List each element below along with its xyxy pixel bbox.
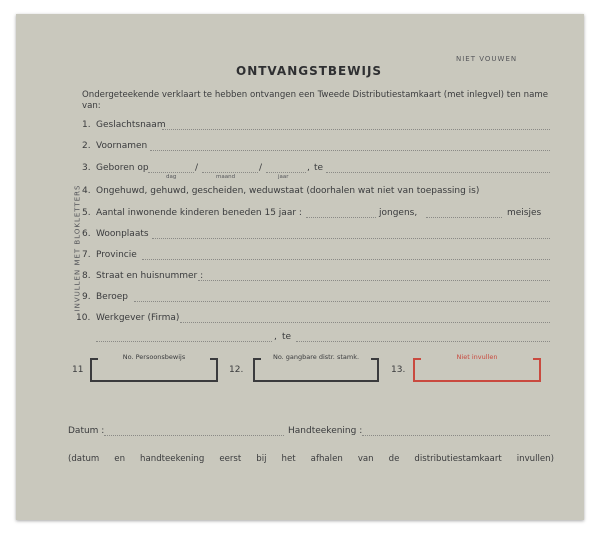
- line-handteekening[interactable]: [362, 435, 550, 436]
- line-extra-place[interactable]: [296, 341, 550, 342]
- line-birth-year[interactable]: [266, 172, 306, 173]
- field-num: 8.: [82, 271, 91, 281]
- line-provincie[interactable]: [142, 259, 550, 260]
- field-label-voornamen: Voornamen: [96, 141, 148, 151]
- box-label: Niet invullen: [456, 353, 498, 361]
- line-straat[interactable]: [198, 280, 550, 281]
- form-title: ONTVANGSTBEWIJS: [236, 64, 383, 78]
- handteekening-label: Handteekening :: [288, 426, 363, 436]
- field-label-geboren: Geboren op: [96, 163, 149, 173]
- birth-day-label: dag: [166, 174, 177, 180]
- field-label-straat: Straat en huisnummer :: [96, 271, 204, 281]
- line-girls[interactable]: [426, 217, 502, 218]
- footer-word: van: [357, 454, 374, 464]
- persoonsbewijs-box[interactable]: [90, 353, 218, 382]
- field-label-provincie: Provincie: [96, 250, 137, 260]
- box-label: No. gangbare distr. stamk.: [272, 353, 360, 361]
- corner-note: NIET VOUWEN: [456, 55, 518, 63]
- box-num: 12.: [229, 365, 244, 375]
- field-num: 7.: [82, 250, 91, 260]
- footer-word: distributiestamkaart: [414, 454, 502, 464]
- footer-word: afhalen: [310, 454, 343, 464]
- footer-note: [68, 454, 554, 464]
- field-label-kinderen: Aantal inwonende kinderen beneden 15 jaar :: [96, 208, 302, 218]
- field-num: 1.: [82, 120, 91, 130]
- footer-word: de: [388, 454, 400, 464]
- footer-word: het: [281, 454, 296, 464]
- field-label-woonplaats: Woonplaats: [96, 229, 149, 239]
- footer-word: (datum: [68, 454, 100, 464]
- box-num: 13.: [391, 365, 406, 375]
- line-birth-place[interactable]: [326, 172, 550, 173]
- field-label-burgerlijke-staat: Ongehuwd, gehuwd, gescheiden, weduwstaat (doorhalen wat niet van toepassing is): [96, 186, 480, 196]
- birth-year-label: jaar: [278, 174, 289, 180]
- girls-label: meisjes: [507, 208, 542, 218]
- field-num: 4.: [82, 186, 91, 196]
- line-beroep[interactable]: [134, 301, 550, 302]
- field-num: 6.: [82, 229, 91, 239]
- line-geslachtsnaam[interactable]: [162, 129, 550, 130]
- field-num: 3.: [82, 163, 91, 173]
- side-note: INVULLEN MET BLOKLETTERS: [73, 184, 82, 312]
- line-werkgever[interactable]: [180, 322, 550, 323]
- footer-word: en: [114, 454, 126, 464]
- field-num: 5.: [82, 208, 91, 218]
- footer-word: handteekening: [140, 454, 205, 464]
- receipt-form-card: NIET VOUWEN ONTVANGSTBEWIJS Ondergeteekende verklaart te hebben ontvangen een Tweede Distributiestamkaart (met inlegvel) ten name van: INVULLEN MET BLOKLETTERS 1. Geslachtsnaam 2. Voornamen 3. Geboren op / / , te dag maand jaar 4. Ongehuwd, gehuwd, gescheiden, weduwstaat (doorhalen wat niet van toepassing is) 5. Aantal inwonende kinderen beneden 15 jaar : jongens, meisjes 6. Woonplaats 7. Provincie 8. Straat en huisnummer : 9. Beroep 10. Werkgever (Firma) , te 11 No. Persoonsbewijs 12. No. gangbare distr. stamk. 13. Niet invullen Datum : Handteekening : (datum en handteekening eerst bij het afhalen van de distributiestamkaart invullen): [16, 14, 584, 520]
- datum-label: Datum :: [68, 426, 105, 436]
- line-birth-month[interactable]: [202, 172, 258, 173]
- field-label-geslachtsnaam: Geslachtsnaam: [96, 120, 166, 130]
- field-num: 2.: [82, 141, 91, 151]
- box-label: No. Persoonsbewijs: [122, 353, 186, 361]
- line-datum[interactable]: [104, 435, 284, 436]
- field-num: 10.: [76, 313, 91, 323]
- footer-word: eerst: [219, 454, 242, 464]
- footer-word: bij: [256, 454, 267, 464]
- line-birth-day[interactable]: [148, 172, 194, 173]
- box-num: 11: [72, 365, 84, 375]
- line-voornamen[interactable]: [150, 150, 550, 151]
- line-extra-address[interactable]: [96, 341, 272, 342]
- footer-word: invullen): [516, 454, 554, 464]
- field-num: 9.: [82, 292, 91, 302]
- boys-label: jongens,: [379, 208, 418, 218]
- field-label-werkgever: Werkgever (Firma): [96, 313, 180, 323]
- niet-invullen-box: [413, 353, 541, 382]
- birth-month-label: maand: [216, 174, 236, 180]
- intro-text: Ondergeteekende verklaart te hebben ontvangen een Tweede Distributiestamkaart (met inlegvel) ten name van:: [82, 90, 548, 111]
- stamkaart-box[interactable]: [253, 353, 379, 382]
- field-label-beroep: Beroep: [96, 292, 128, 302]
- line-boys[interactable]: [306, 217, 376, 218]
- extra-te-label: te: [282, 332, 292, 342]
- line-woonplaats[interactable]: [152, 238, 550, 239]
- birth-te-label: te: [314, 163, 324, 173]
